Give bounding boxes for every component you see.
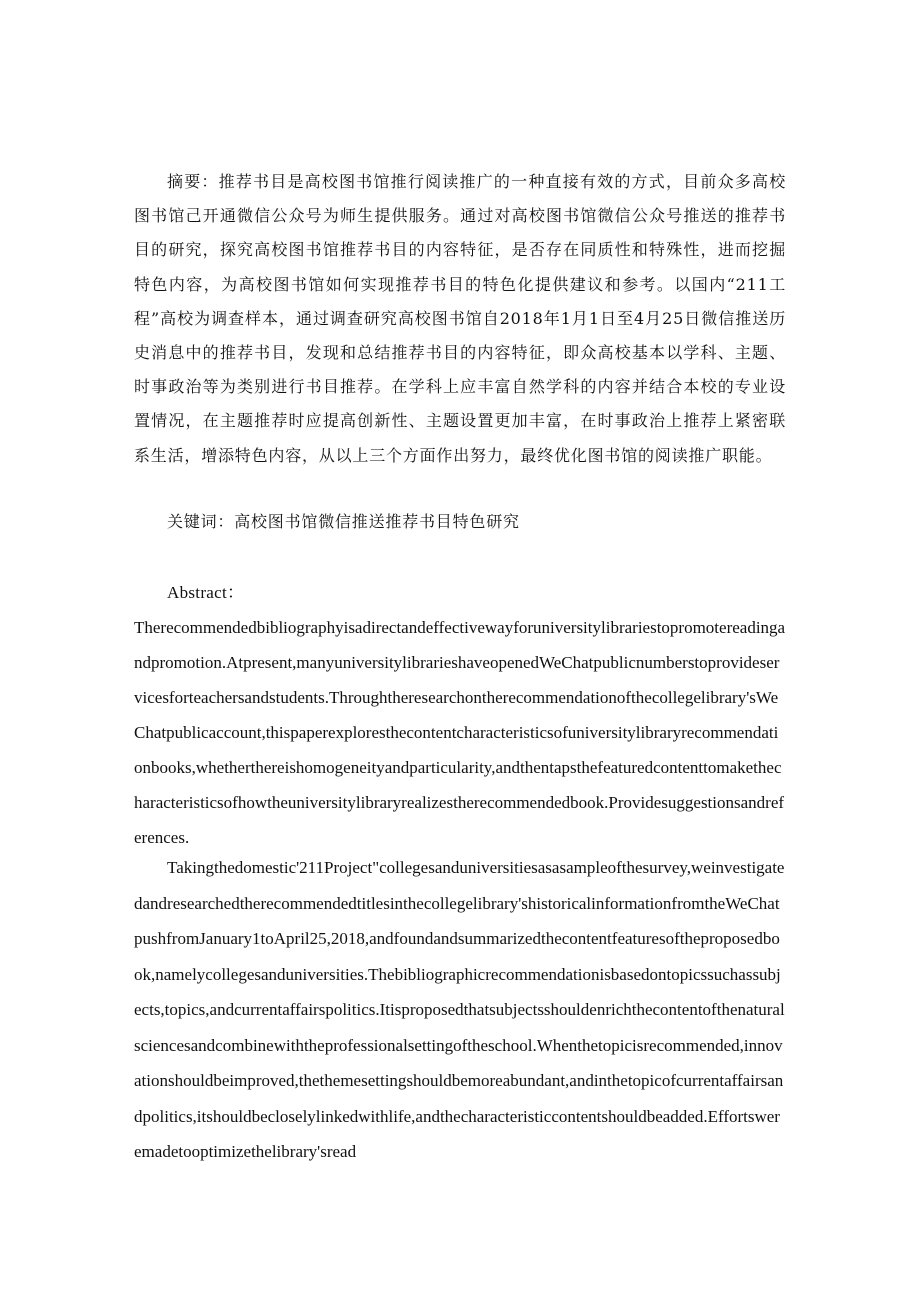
english-abstract-label: Abstract： [167,583,245,602]
chinese-abstract-text: 推荐书目是高校图书馆推行阅读推广的一种直接有效的方式，目前众多高校图书馆己开通微信公众号为师生提供服务。通过对高校图书馆微信公众号推送的推荐书目的研究，探究高校图书馆推荐书目的内容特征，是否存在同质性和特殊性，进而挖掘特色内容，为高校图书馆如何实现推荐书目的特色化提供建议和参考。以国内“211工程”高校为调查样本，通过调查研究高校图书馆自2018年1月1日至4月25日微信推送历史消息中的推荐书目，发现和总结推荐书目的内容特征，即众高校基本以学科、主题、时事政治等为类别进行书目推荐。在学科上应丰富自然学科的内容并结合本校的专业设置情况，在主题推荐时应提高创新性、主题设置更加丰富，在时事政治上推荐上紧密联系生活，增添特色内容，从以上三个方面作出努力，最终优化图书馆的阅读推广职能。 [134,172,786,465]
english-abstract-paragraph-1: Therecommendedbibliographyisadirectandeffectivewayforuniversitylibrariestopromotereadingandpromotion.Atpresent,manyuniversitylibrarieshaveopenedWeChatpublicnumberstoprovideservicesforteachersandstudents.Throughtheresearchontherecommendationofthecollegelibrary'sWeChatpublicaccount,thispaperexploresthecontentcharacteristicsofuniversitylibraryrecommendationbooks,whetherthereishomogeneityandparticularity,andthentapsthefeaturedcontenttomakethecharacteristicsofhowtheuniversitylibraryrealizestherecommendedbook.Providesuggestionsandreferences. [134,618,786,847]
english-abstract-paragraph-2: Takingthedomestic'211Project"collegesanduniversitiesasasampleofthesurvey,weinvestigatedandresearchedtherecommendedtitlesinthecollegelibrary'shistoricalinformationfromtheWeChatpushfromJanuary1toApril25,2018,andfoundandsummarizedthecontentfeaturesoftheproposedbook,namelycollegesanduniversities.Thebibliographicrecommendationisbasedontopicssuchassubjects,topics,andcurrentaffairspolitics.Itisproposedthatsubjectsshouldenrichthecontentofthenaturalsciencesandcombinewiththeprofessionalsettingoftheschool.Whenthetopicisrecommended,innovationshouldbeimproved,thethemesettingshouldbemoreabundant,andinthetopicofcurrentaffairsandpolitics,itshouldbecloselylinkedwithlife,andthecharacteristiccontentshouldbeadded.Effortsweremadetooptimizethelibrary'sread [134,858,785,1161]
chinese-abstract [134,165,786,473]
keywords-label: 关键词： [167,512,235,531]
chinese-abstract-label: 摘要： [167,172,219,191]
keywords-text: 高校图书馆微信推送推荐书目特色研究 [234,512,520,531]
chinese-keywords [134,505,786,539]
